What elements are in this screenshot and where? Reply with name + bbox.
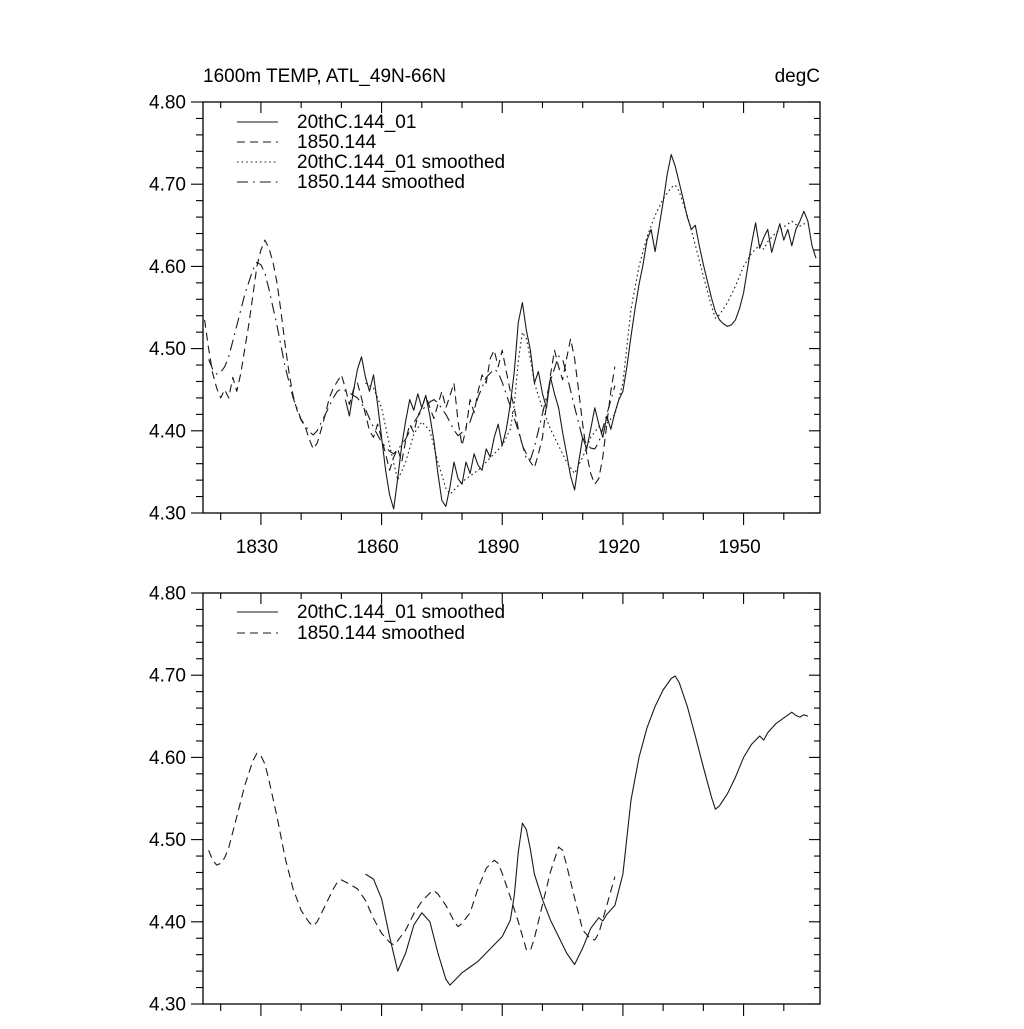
top-panel — [149, 93, 820, 559]
bottom-panel — [149, 584, 820, 1017]
x-tick-label: 1830 — [235, 537, 279, 558]
y-tick-label: 4.70 — [149, 174, 186, 196]
y-tick-label: 4.40 — [149, 912, 186, 934]
series-dashdot — [209, 262, 615, 459]
y-tick-label: 4.60 — [149, 747, 186, 769]
y-tick-label: 4.30 — [149, 994, 186, 1016]
y-tick-label: 4.40 — [149, 421, 186, 443]
legend-label: 1850.144 smoothed — [297, 172, 465, 193]
y-tick-label: 4.30 — [149, 503, 186, 525]
x-tick-label: 1860 — [356, 537, 399, 558]
legend-entry — [237, 132, 377, 153]
x-tick-label: 1920 — [597, 537, 641, 558]
unit-label: degC — [774, 66, 820, 87]
legend-label: 1850.144 — [297, 132, 377, 153]
legend-entry — [237, 152, 505, 173]
plot-frame — [203, 593, 820, 1004]
y-tick-label: 4.70 — [149, 665, 186, 687]
legend-label: 20thC.144_01 — [297, 112, 417, 133]
legend-label: 20thC.144_01 smoothed — [297, 152, 506, 173]
series-solid — [366, 676, 808, 985]
y-tick-label: 4.80 — [149, 583, 186, 605]
legend-entry — [237, 602, 505, 623]
legend-label: 1850.144 smoothed — [297, 623, 465, 644]
tick-marks — [191, 102, 820, 525]
legend-entry — [237, 112, 416, 133]
legend-entry — [237, 172, 465, 193]
y-tick-label: 4.80 — [149, 92, 186, 114]
y-tick-label: 4.60 — [149, 256, 186, 278]
y-tick-label: 4.50 — [149, 830, 186, 852]
plot-frame — [203, 102, 820, 513]
legend-label: 20thC.144_01 smoothed — [297, 602, 506, 623]
legend-entry — [237, 623, 465, 644]
series-dashed — [209, 753, 615, 950]
tick-marks — [191, 593, 820, 1016]
chart-title: 1600m TEMP, ATL_49N-66N — [203, 66, 446, 87]
x-tick-label: 1950 — [718, 537, 761, 558]
x-tick-label: 1890 — [477, 537, 520, 558]
series-solid — [345, 155, 816, 509]
y-tick-label: 4.50 — [149, 339, 186, 361]
